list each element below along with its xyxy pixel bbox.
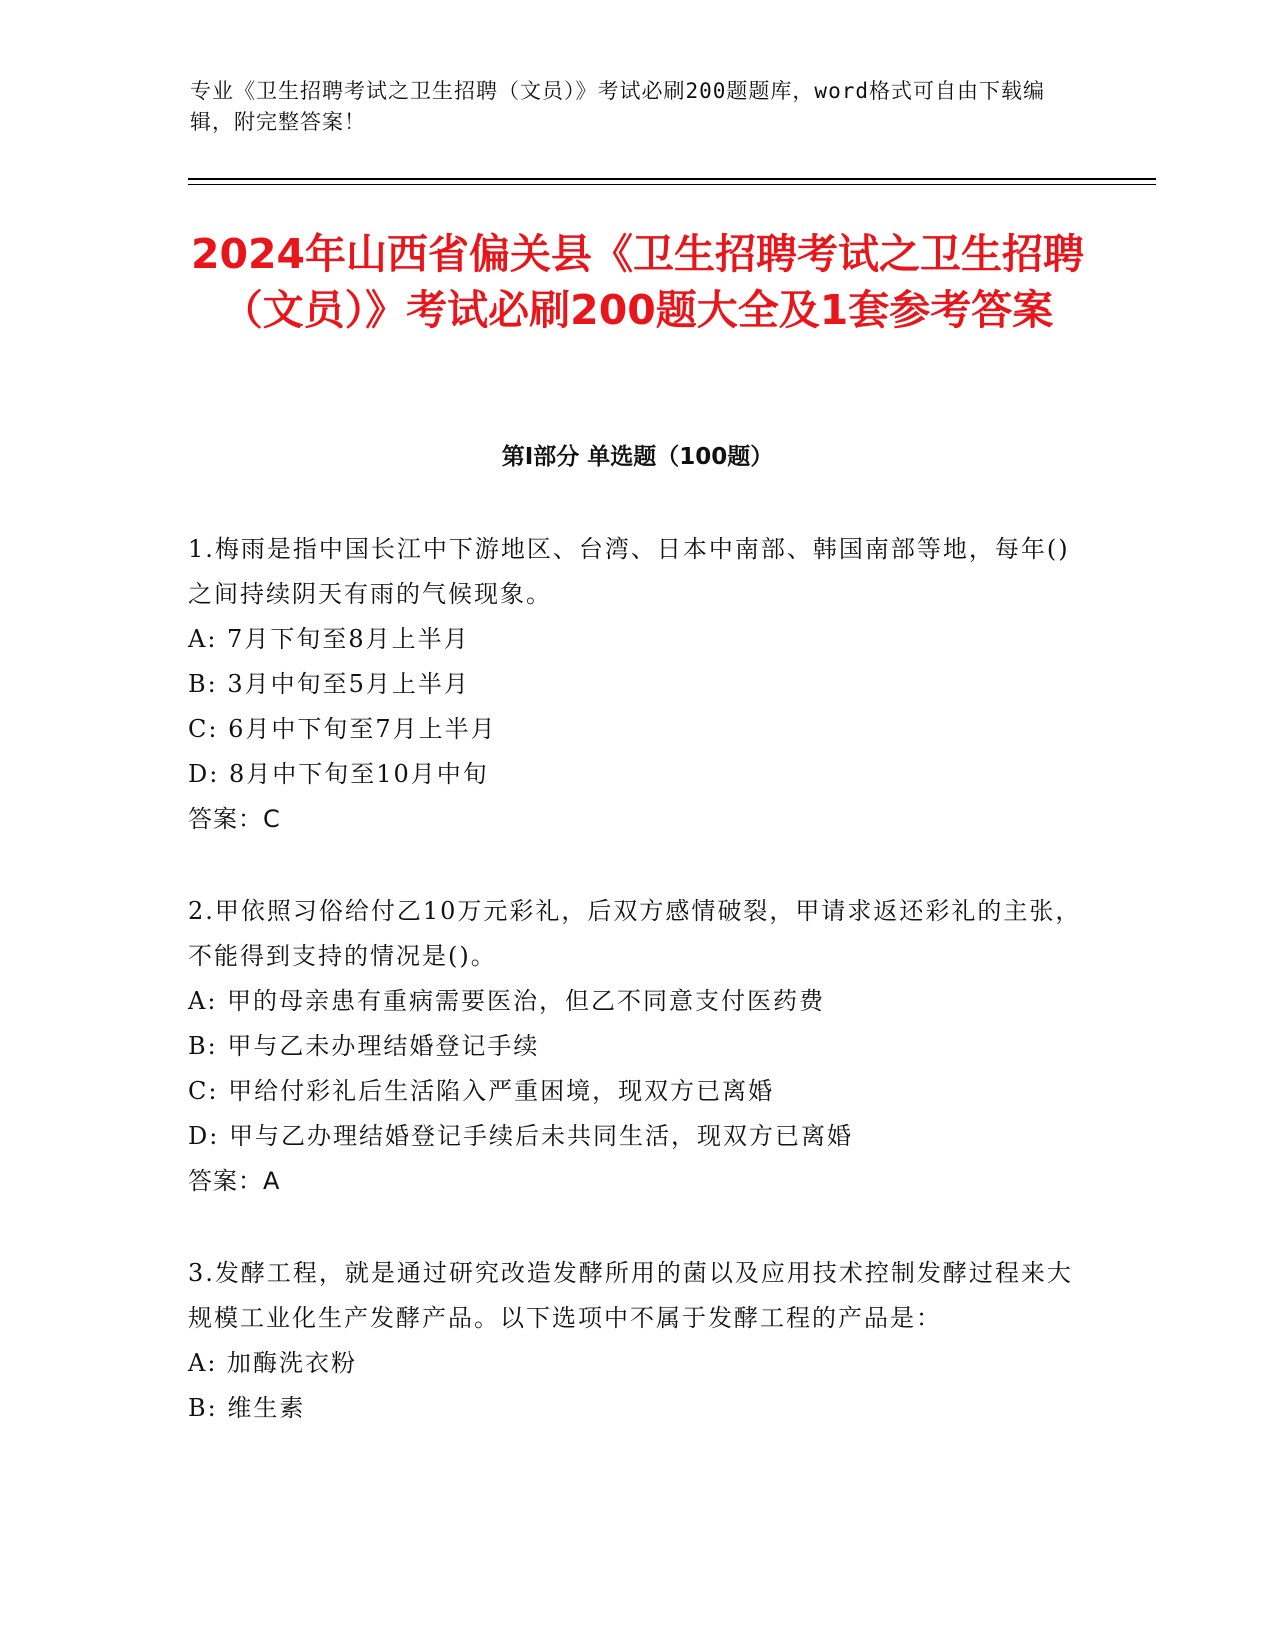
- option-c: C: 甲给付彩礼后生活陷入严重困境，现双方已离婚: [188, 1077, 775, 1105]
- header-divider-thin: [188, 184, 1156, 185]
- question-item: [188, 889, 1088, 1204]
- header-divider: [188, 178, 1156, 180]
- option-c: C: 6月中下旬至7月上半月: [188, 715, 497, 743]
- question-item: [188, 1251, 1088, 1431]
- question-list: [188, 527, 1088, 1478]
- option-a: A: 甲的母亲患有重病需要医治，但乙不同意支付医药费: [188, 987, 826, 1015]
- question-item: [188, 527, 1088, 842]
- option-b: B: 3月中旬至5月上半月: [188, 670, 470, 698]
- option-b: B: 维生素: [188, 1394, 306, 1422]
- section-heading: 第Ⅰ部分 单选题（100题）: [501, 444, 774, 470]
- header-note: 专业《卫生招聘考试之卫生招聘（文员）》考试必刷200题题库，word格式可自由下载编辑，附完整答案！: [190, 79, 1045, 134]
- option-b: B: 甲与乙未办理结婚登记手续: [188, 1032, 540, 1060]
- question-stem: 3.发酵工程，就是通过研究改造发酵所用的菌以及应用技术控制发酵过程来大规模工业化生产发酵产品。以下选项中不属于发酵工程的产品是：: [188, 1259, 1073, 1332]
- option-a: A: 加酶洗衣粉: [188, 1349, 358, 1377]
- answer-line: 答案：A: [188, 1167, 281, 1195]
- option-d: D: 甲与乙办理结婚登记手续后未共同生活，现双方已离婚: [188, 1122, 853, 1150]
- question-stem: 2.甲依照习俗给付乙10万元彩礼，后双方感情破裂，甲请求返还彩礼的主张，不能得到支持的情况是()。: [188, 897, 1082, 970]
- option-d: D: 8月中下旬至10月中旬: [188, 760, 489, 788]
- answer-line: 答案：C: [188, 805, 281, 833]
- document-title: 2024年山西省偏关县《卫生招聘考试之卫生招聘（文员）》考试必刷200题大全及1套参考答案: [190, 230, 1085, 334]
- option-a: A: 7月下旬至8月上半月: [188, 625, 470, 653]
- question-stem: 1.梅雨是指中国长江中下游地区、台湾、日本中南部、韩国南部等地，每年()之间持续阴天有雨的气候现象。: [188, 535, 1070, 608]
